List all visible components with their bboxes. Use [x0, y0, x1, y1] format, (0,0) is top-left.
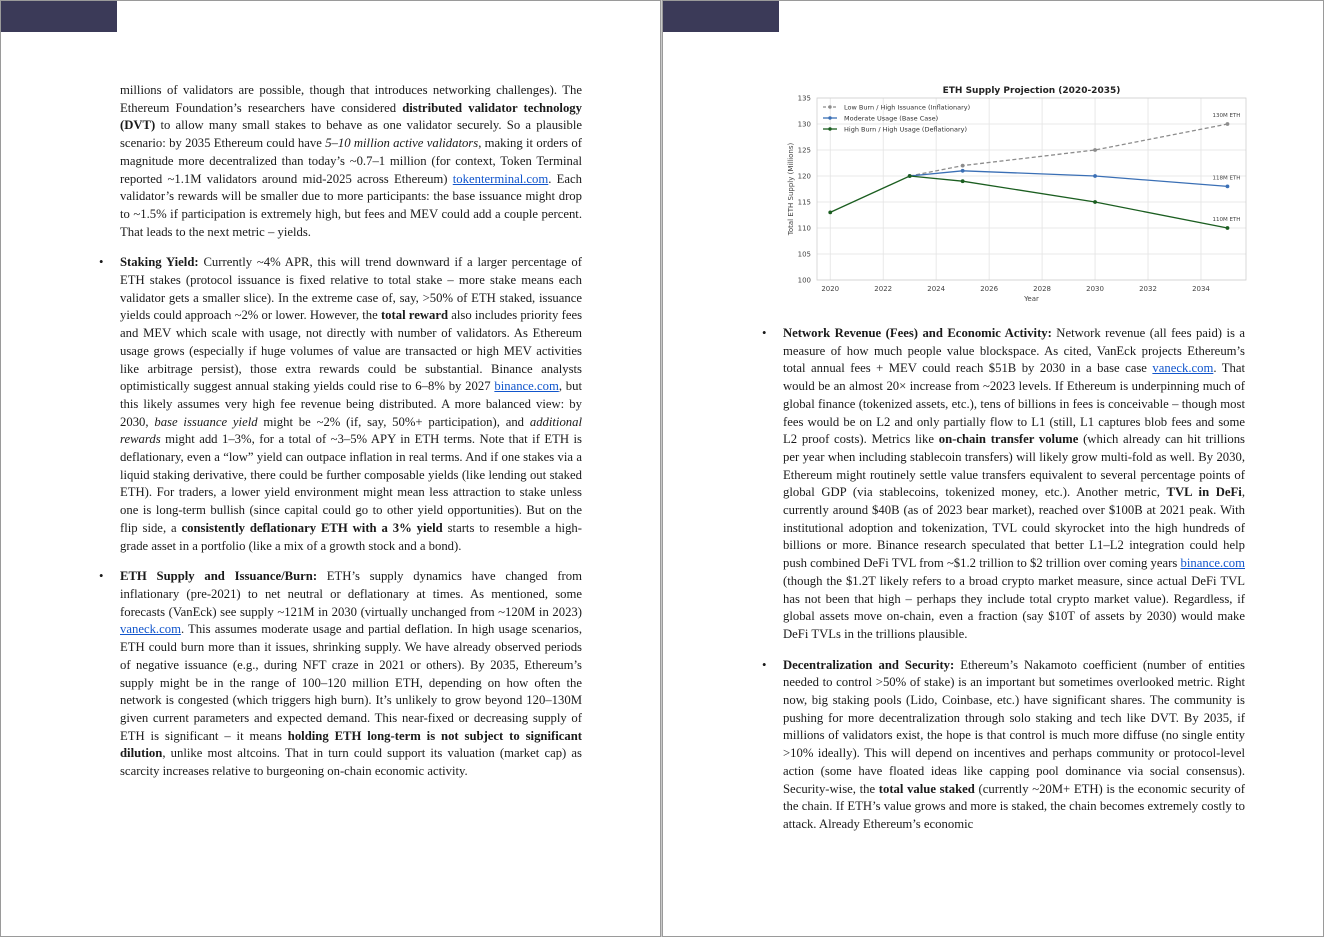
eth-supply-bullet [99, 568, 583, 780]
x-tick-label: 2026 [980, 285, 999, 293]
legend-entry: Moderate Usage (Base Case) [844, 114, 939, 123]
decentralization-bullet [762, 657, 1246, 834]
source-link[interactable]: vaneck.com [120, 622, 181, 637]
series-end-label: 118M ETH [1212, 175, 1241, 182]
data-point [908, 174, 912, 178]
x-tick-label: 2028 [1033, 285, 1052, 293]
legend-marker [828, 127, 831, 130]
text-run: , but this likely assumes very high fee revenue being distributed. A more balanced view: by 2030, [120, 379, 583, 429]
text-run: , unlike most altcoins. That in turn could support its valuation (market cap) as scarcity increases relative to burgeoning on-chain economic activity. [120, 746, 582, 779]
series-line [910, 171, 1228, 187]
x-tick-label: 2022 [874, 285, 893, 293]
bold-text: distributed validator technology (DVT) [120, 100, 582, 133]
data-point [1226, 122, 1230, 126]
bold-text: Staking Yield: [120, 255, 199, 270]
legend-marker [828, 116, 831, 119]
bullet-dot: • [762, 326, 767, 340]
body-text [762, 325, 1246, 834]
source-link[interactable]: tokenterminal.com [452, 171, 549, 186]
text-run: ETH’s supply dynamics have changed from inflationary (pre-2021) to net neutral or deflationary at times. As mentioned, some forecasts (VanEck) see supply ~121M in 2030 (virtually unchanged from ~120M in 2023) [120, 569, 582, 619]
bullet-dot: • [99, 569, 104, 584]
text-run: . This assumes moderate usage and partial deflation. In high usage scenarios, ETH could burn more than it issues, shrinking supply. We have already observed periods of negative issuance (e.g., during NFT craze in 2021 or others). By 2035, Ethereum’s supply might be in the range of 100–120 million ETH, depending on how often the network is congested (which triggers high burn). It’s unlikely to grow beyond 120–130M given current parameters and expected demand. This near-fixed or decreasing supply of ETH is significant – it means [120, 622, 582, 743]
data-point [1226, 185, 1230, 189]
x-tick-label: 2032 [1139, 285, 1157, 293]
text-run: , making it orders of magnitude more decentralized than today’s ~0.7–1 million (for context, Token Terminal reported ~1.1M validators around mid-2025 across Ethereum) [120, 136, 582, 186]
text-run: also includes priority fees and MEV which scale with usage, not directly with number of validators. As Ethereum usage grows (especially if huge volumes of value are transacted or high MEV activities like arbitrage persist), those extra rewards could be substantial. Binance analysts optimistically suggest annual staking yields could rise to 6–8% by 2027 [120, 308, 583, 394]
bullet-dot: • [99, 255, 104, 270]
text-run: Ethereum’s Nakamoto coefficient (number of entities needed to control >50% of stake) is an important but sometimes overlooked metric. Right now, big staking pools (Lido, Coinbase, etc.) have significant shares. The community is pushing for more decentralization through solo staking and tech like DVT. By 2035, if millions of validators exist, the hope is that control is much more diffuse (no single entity >10% ideally). This will depend on incentives and perhaps community or protocol-level action (some have floated ideas like capping pool dominance via social consensus). Security-wise, the [783, 657, 1245, 796]
legend-marker [828, 105, 831, 108]
text-run: to allow many small stakes to behave as one validator securely. So a plausible scenario: by 2035 Ethereum could have [120, 118, 582, 151]
data-point [961, 164, 965, 168]
text-run: Currently ~4% APR, this will trend downward if a larger percentage of ETH stakes (protocol issuance is fixed relative to total stake – more stake means each validator gets a smaller slice). In the extreme case of, say, >50% of ETH staked, issuance yields could approach ~2% or lower. However, the [120, 255, 582, 323]
y-tick-label: 130 [797, 120, 811, 129]
bold-text: Network Revenue (Fees) and Economic Activity: [783, 326, 1052, 340]
source-link[interactable]: vaneck.com [1152, 361, 1214, 376]
data-point [1093, 148, 1097, 152]
y-tick-label: 110 [797, 224, 811, 233]
bold-text: TVL in DeFi [1166, 485, 1242, 500]
series-end-label: 110M ETH [1212, 217, 1241, 223]
text-run: . That would be an almost 20× increase from ~2023 levels. If Ethereum is underpinning much of global finance (tokenized assets, etc.), tens of billions in fees is conceivable – though most fees would be on L2 and only partially flow to L1 (still, L1 captures blob fees and some L2 proof costs). Metrics like [783, 361, 1245, 447]
bold-text: ETH Supply and Issuance/Burn: [120, 569, 318, 584]
text-run: (though the $1.2T likely refers to a broad crypto market measure, since actual DeFi TVL has not been that high – perhaps they include total crypto market value). Regardless, if global assets move on-chain, even a fraction (say $10T of assets by 2030) would make DeFi TVLs in the trillions plausible. [783, 573, 1245, 641]
data-point [1093, 174, 1097, 178]
italic-text: 5–10 million active validators [325, 136, 479, 151]
data-point [1226, 226, 1230, 230]
bold-text: total reward [380, 308, 449, 323]
y-tick-label: 115 [797, 198, 811, 207]
y-axis-label: Total ETH Supply (Millions) [787, 142, 795, 236]
network-revenue-bullet [762, 325, 1245, 644]
x-axis-label: Year [1024, 295, 1039, 303]
text-run: , currently around $40B (as of 2023 bear market), reached over $100B at 2021 peak. With institutional adoption and tokenization, TVL could skyrocket into the high hundreds of billions or more. Binance research speculated that better L1–L2 integration could help push combined DeFi TVL from ~$1.2 trillion to $2 trillion over coming years [783, 485, 1245, 571]
chart-title: ETH Supply Projection (2020-2035) [942, 86, 1121, 96]
source-link[interactable]: binance.com [1180, 556, 1245, 571]
data-point [961, 169, 965, 173]
italic-text: base issuance yield [154, 414, 258, 429]
y-tick-label: 135 [797, 94, 811, 103]
text-run: millions of validators are possible, though that introduces networking challenges). The Ethereum Foundation’s researchers have considered [120, 83, 582, 115]
data-point [828, 211, 832, 215]
text-run: starts to resemble a high-grade asset in a portfolio (like a mix of a growth stock and a bond). [120, 520, 582, 553]
eth-supply-chart [783, 81, 1253, 306]
staking-yield-bullet [99, 254, 583, 555]
bold-text: consistently deflationary ETH with a 3% yield [181, 520, 443, 535]
y-tick-label: 120 [797, 172, 811, 181]
series-end-label: 130M ETH [1212, 113, 1241, 119]
y-tick-label: 105 [797, 250, 811, 259]
source-link[interactable]: binance.com [494, 379, 559, 394]
bold-text: holding ETH long-term is not subject to significant dilution [120, 728, 583, 761]
data-point [961, 179, 965, 183]
text-run: . Each validator’s rewards will be smaller due to more participants: the base issuance might drop to ~1.5% if participation is extremely high, but fees and MEV could add a couple percent. That leads to the next metric – yields. [120, 171, 583, 239]
text-run: (currently ~20M+ ETH) is the economic security of the chain. If ETH’s value grows and more is staked, the chain becomes extremely costly to attack. Already Ethereum’s economic [783, 781, 1246, 831]
body-text [99, 82, 583, 781]
document-page-right [662, 0, 1324, 937]
page-header-tab [663, 1, 779, 32]
legend-entry: Low Burn / High Issuance (Inflationary) [844, 103, 971, 112]
bullet-dot: • [762, 657, 767, 672]
bold-text: Decentralization and Security: [783, 657, 955, 672]
validators-paragraph [120, 82, 582, 241]
text-run: Network revenue (all fees paid) is a measure of how much people value blockspace. As cited, VanEck projects Ethereum’s total annual fees + MEV could reach $51B by 2030 in a base case [783, 326, 1245, 376]
document-page-left [0, 0, 661, 937]
text-run: might add 1–3%, for a total of ~3–5% APY in ETH terms. Note that if ETH is deflationary, even a “low” yield can outpace inflation in real terms. And if one stakes via a liquid staking derivative, there could be further composable yields (like lending out staked ETH). For traders, a lower yield environment might mean less attraction to stake unless one is long-term bullish (since capital could go to other yield opportunities). But on the flip side, a [120, 432, 582, 535]
italic-text: additional rewards [120, 414, 583, 447]
y-tick-label: 125 [797, 146, 811, 155]
x-tick-label: 2034 [1192, 285, 1210, 293]
data-point [1093, 200, 1097, 204]
bold-text: on-chain transfer volume [938, 432, 1079, 447]
page-header-tab [1, 1, 117, 32]
y-tick-label: 100 [797, 276, 811, 285]
legend-entry: High Burn / High Usage (Deflationary) [844, 125, 968, 134]
text-run: might be ~2% (if, say, 50%+ participation), and [257, 414, 530, 429]
x-tick-label: 2030 [1086, 285, 1104, 293]
x-tick-label: 2024 [927, 285, 946, 293]
text-run: (which already can hit trillions per year when including stablecoin transfers) will likely grow multi-fold as well. By 2030, Ethereum might routinely settle value transfers equivalent to several percentage points of global GDP (via stablecoins, tokenized money, etc.). Another metric, [783, 432, 1245, 500]
bold-text: total value staked [878, 781, 975, 796]
x-tick-label: 2020 [821, 285, 840, 293]
